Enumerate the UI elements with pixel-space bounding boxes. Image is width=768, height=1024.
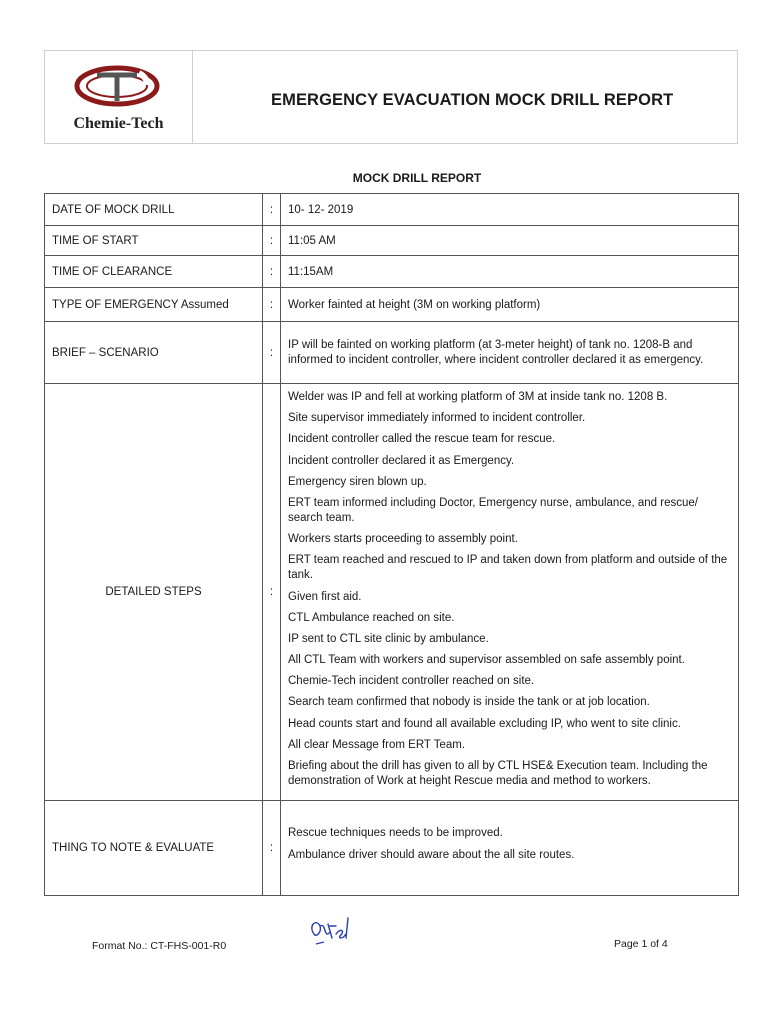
page-number: Page 1 of 4 [614, 938, 668, 950]
report-table [44, 193, 739, 896]
note-item: Rescue techniques needs to be improved. [288, 827, 503, 840]
company-name: Chemie-Tech [73, 115, 164, 132]
scenario-value: IP will be fainted on working platform (at 3-meter height) of tank no. 1208-B and informed to incident controller, where incident controller declared it as emergency. [281, 322, 739, 384]
step-item: All clear Message from ERT Team. [288, 738, 466, 751]
row-notes [45, 801, 739, 896]
row-clearance-time [45, 256, 739, 288]
separator: : [263, 801, 281, 896]
notes-label: THING TO NOTE & EVALUATE [45, 801, 263, 896]
start-time-label: TIME OF START [45, 226, 263, 256]
format-number: Format No.: CT-FHS-001-R0 [92, 940, 227, 952]
steps-list [281, 384, 739, 801]
scenario-label: BRIEF – SCENARIO [45, 322, 263, 384]
handwritten-signature [306, 904, 356, 950]
emergency-type-label: TYPE OF EMERGENCY Assumed [45, 288, 263, 322]
date-label: DATE OF MOCK DRILL [45, 194, 263, 226]
step-item: Incident controller declared it as Emergency. [288, 454, 515, 467]
separator: : [263, 194, 281, 226]
company-logo [73, 63, 161, 109]
row-emergency-type [45, 288, 739, 322]
step-item: Briefing about the drill has given to all by CTL HSE& Execution team. Including the demonstration of Work at height Rescue media and method to workers. [288, 760, 708, 787]
step-item: ERT team reached and rescued to IP and taken down from platform and outside of the tank. [288, 554, 728, 582]
document-header [44, 50, 738, 144]
separator: : [263, 256, 281, 288]
step-item: Workers starts proceeding to assembly point. [288, 533, 518, 546]
step-item: Given first aid. [288, 590, 362, 603]
separator: : [263, 322, 281, 384]
row-detailed-steps [45, 384, 739, 801]
step-item: Site supervisor immediately informed to incident controller. [288, 412, 586, 425]
separator: : [263, 384, 281, 801]
separator: : [263, 226, 281, 256]
row-scenario [45, 322, 739, 384]
step-item: IP sent to CTL site clinic by ambulance. [288, 632, 489, 645]
steps-label: DETAILED STEPS [45, 384, 263, 801]
date-value: 10- 12- 2019 [281, 194, 739, 226]
step-item: Head counts start and found all available excluding IP, who went to site clinic. [288, 717, 681, 730]
start-time-value: 11:05 AM [281, 226, 739, 256]
step-item: Search team confirmed that nobody is inside the tank or at job location. [288, 696, 650, 709]
row-start-time [45, 226, 739, 256]
row-date [45, 194, 739, 226]
separator: : [263, 288, 281, 322]
step-item: ERT team informed including Doctor, Emergency nurse, ambulance, and rescue/ search team. [288, 496, 698, 524]
document-title: EMERGENCY EVACUATION MOCK DRILL REPORT [271, 91, 674, 109]
logo-cell [45, 51, 193, 143]
clearance-time-value: 11:15AM [281, 256, 739, 288]
step-item: Chemie-Tech incident controller reached on site. [288, 675, 535, 688]
section-title: MOCK DRILL REPORT [352, 171, 482, 185]
step-item: Incident controller called the rescue team for rescue. [288, 433, 556, 446]
step-item: CTL Ambulance reached on site. [288, 611, 455, 624]
notes-list [281, 801, 739, 896]
step-item: All CTL Team with workers and supervisor assembled on safe assembly point. [288, 654, 685, 667]
emergency-type-value: Worker fainted at height (3M on working platform) [281, 288, 739, 322]
step-item: Emergency siren blown up. [288, 475, 427, 488]
step-item: Welder was IP and fell at working platform of 3M at inside tank no. 1208 B. [288, 391, 668, 403]
note-item: Ambulance driver should aware about the all site routes. [288, 849, 575, 862]
clearance-time-label: TIME OF CLEARANCE [45, 256, 263, 288]
